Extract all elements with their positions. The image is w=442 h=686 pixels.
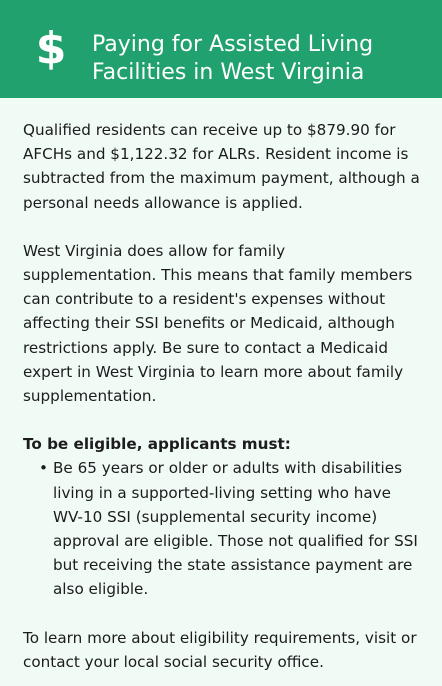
payment-paragraph: Qualified residents can receive up to $879.90 for AFCHs and $1,122.32 for ALRs. Resident income is subtracted from the maximum payment, although a personal needs allowance is applied. [23, 121, 420, 212]
bullet-icon: • [39, 459, 48, 478]
eligibility-heading: To be eligible, applicants must: [23, 435, 291, 454]
learn-more-paragraph: To learn more about eligibility requirements, visit or contact your local social security office. [23, 628, 417, 671]
card-title: Paying for Assisted Living Facilities in West Virginia [92, 32, 374, 85]
card-header [0, 0, 442, 98]
dollar-icon: $ [35, 23, 67, 74]
requirements-list [23, 456, 420, 601]
family-supplementation-paragraph: West Virginia does allow for family supplementation. This means that family members can contribute to a resident's expenses without affecting their SSI benefits or Medicaid, although restrictions apply. Be sure to contact a Medicaid expert in West Virginia to learn more about family supplementation. [23, 241, 413, 406]
card-content [0, 98, 442, 674]
requirement-text: Be 65 years or older or adults with disabilities living in a supported-living setting who have WV-10 SSI (supplemental security income) approval are eligible. Those not qualified for SSI but receiving the state assistance payment are also eligible. [53, 459, 418, 599]
list-item [39, 456, 420, 601]
